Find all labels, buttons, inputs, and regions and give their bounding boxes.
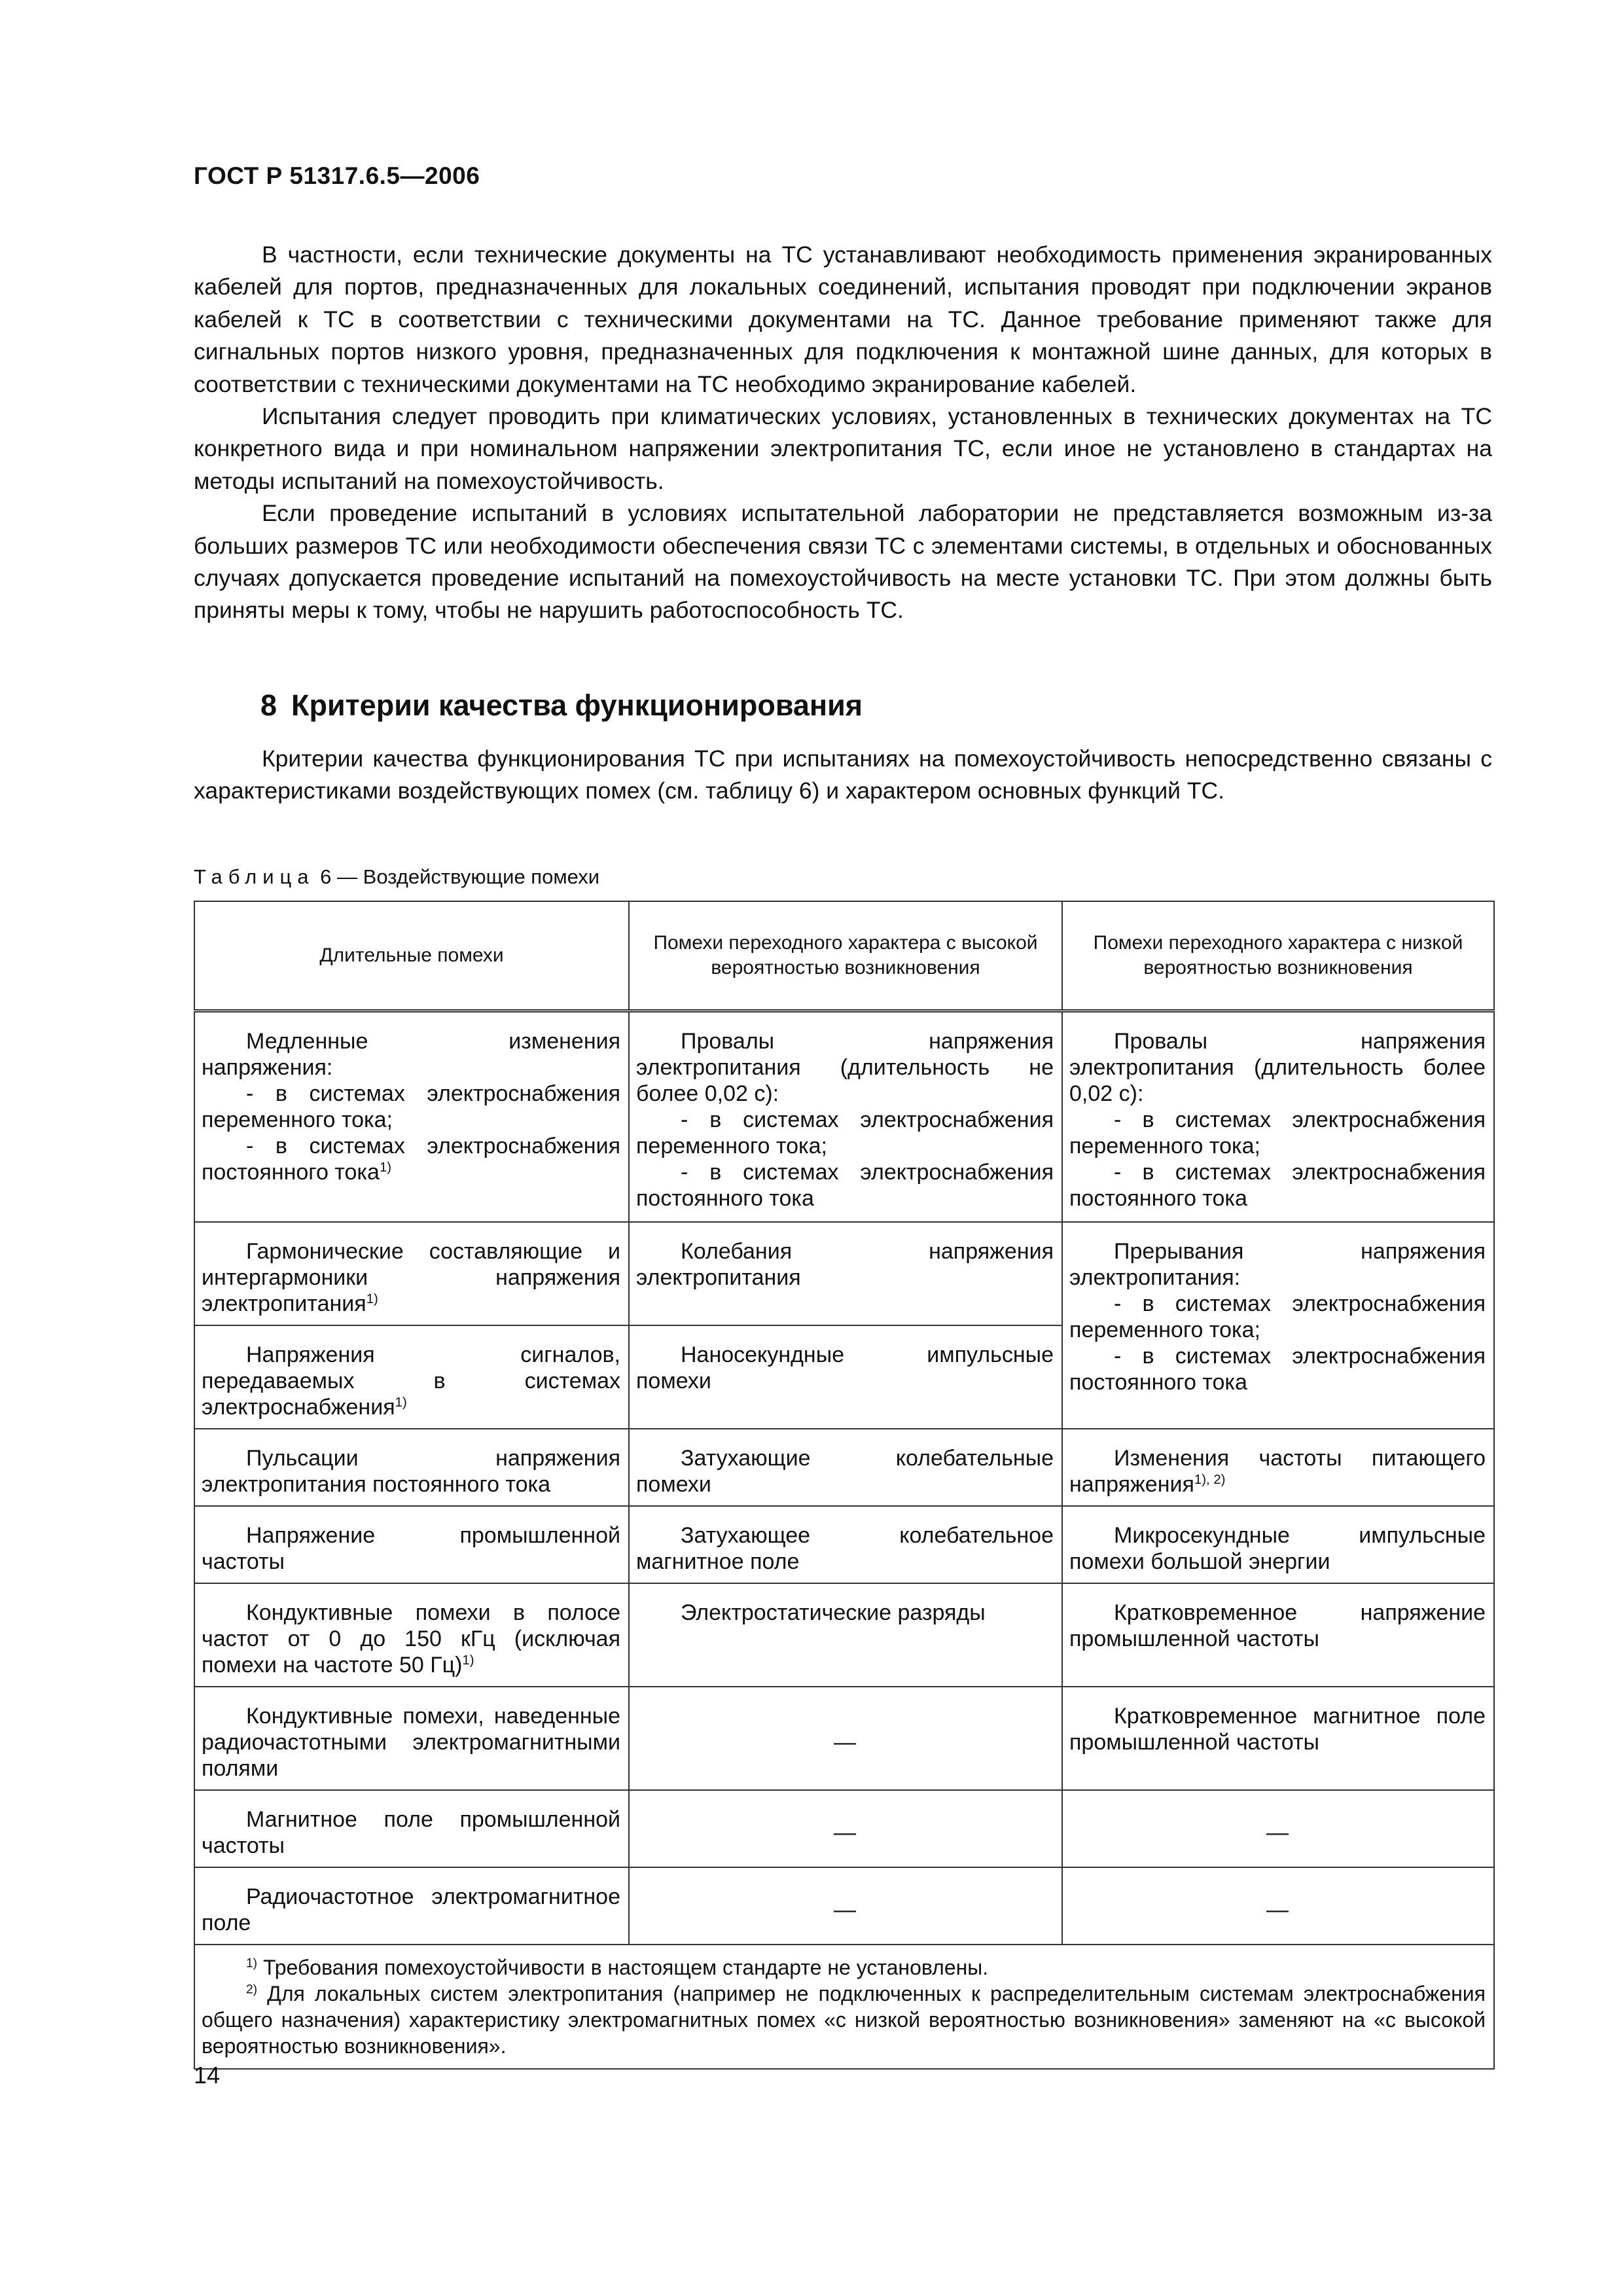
table-row: [194, 1687, 1494, 1790]
table-cell-dash: —: [629, 1687, 1062, 1790]
table-cell: [629, 1325, 1062, 1429]
table-cell-dash: —: [629, 1790, 1062, 1867]
table-cell: [194, 1790, 629, 1867]
cell-line: Электростатические разряды: [681, 1600, 986, 1625]
table-cell: [629, 1429, 1062, 1506]
column-header: Длительные помехи: [194, 901, 629, 1011]
section-body: [194, 743, 1492, 808]
footnote-mark: 1), 2): [1194, 1472, 1226, 1487]
table-row: [194, 1011, 1494, 1222]
table-cell: [1062, 1011, 1494, 1222]
table-cell: [194, 1325, 629, 1429]
footnote-mark: 1): [379, 1160, 392, 1175]
table-cell: [1062, 1687, 1494, 1790]
cell-line: - в системах электроснабжения постоянного тока: [1069, 1343, 1486, 1395]
section-heading: [260, 689, 863, 723]
table-cell: [194, 1011, 629, 1222]
table-cell: [629, 1222, 1062, 1325]
cell-line: [202, 1342, 620, 1420]
table-row: [194, 1867, 1494, 1945]
table-cell: [194, 1583, 629, 1687]
cell-line: Колебания напряжения электропитания: [636, 1238, 1054, 1290]
cell-line: [1069, 1445, 1486, 1498]
cell-line: Радиочастотное электромагнитное поле: [202, 1884, 620, 1935]
section-number: 8: [260, 689, 277, 722]
table-row: [194, 1222, 1494, 1325]
cell-line: - в системах электроснабжения постоянного тока: [1069, 1160, 1486, 1211]
table-row: [194, 1429, 1494, 1506]
table-cell: [629, 1011, 1062, 1222]
table-cell: [194, 1687, 629, 1790]
cell-line: Кратковременное напряжение промышленной частоты: [1069, 1600, 1486, 1651]
table-cell: [1062, 1506, 1494, 1583]
table-cell-dash: —: [1062, 1867, 1494, 1945]
paragraph: Испытания следует проводить при климатических условиях, установленных в технических документах на ТС конкретного вида и при номинальном напряжении электропитания ТС, если иное не установлено в стандартах на методы испытаний на помехоустойчивость.: [194, 403, 1492, 494]
cell-line: Медленные изменения напряжения:: [202, 1029, 620, 1080]
cell-line: Кратковременное магнитное поле промышленной частоты: [1069, 1703, 1486, 1755]
table-notes: [194, 1945, 1494, 2069]
table-header-row: [194, 901, 1494, 1011]
cell-line: Кондуктивные помехи, наведенные радиочастотными электромагнитными полями: [202, 1703, 620, 1781]
section-title: Критерии качества функционирования: [291, 689, 863, 722]
cell-line: Наносекундные импульсные помехи: [636, 1342, 1054, 1393]
cell-line: - в системах электроснабжения переменного тока;: [202, 1081, 620, 1132]
cell-line: Провалы напряжения электропитания (длительность не более 0,02 с):: [636, 1029, 1054, 1106]
cell-line: [202, 1133, 620, 1185]
cell-line: - в системах электроснабжения переменного тока;: [1069, 1107, 1486, 1158]
footnote-mark: 1): [246, 1956, 258, 1970]
cell-line: Затухающие колебательные помехи: [636, 1445, 1054, 1497]
table-row: [194, 1790, 1494, 1867]
table-cell: [194, 1429, 629, 1506]
document-header: ГОСТ Р 51317.6.5—2006: [194, 162, 480, 189]
table-cell: [194, 1867, 629, 1945]
cell-line: [202, 1238, 620, 1317]
footnote-mark: 1): [366, 1291, 378, 1306]
table-cell-dash: —: [1062, 1790, 1494, 1867]
footnote-mark: 1): [395, 1395, 407, 1410]
page-number: 14: [194, 2062, 221, 2089]
cell-line: Затухающее колебательное магнитное поле: [636, 1522, 1054, 1574]
table-caption: [194, 865, 599, 889]
table-row: [194, 1506, 1494, 1583]
table-cell: [194, 1506, 629, 1583]
table-row: [194, 1583, 1494, 1687]
footnote-mark: 1): [462, 1653, 474, 1668]
table-caption-text: 6 — Воздействующие помехи: [314, 865, 600, 888]
footnote-mark: 2): [246, 1982, 258, 1996]
paragraph: Если проведение испытаний в условиях испытательной лаборатории не представляется возможным из-за больших размеров ТС или необходимости обеспечения связи ТС с элементами системы, в отдельных и обоснованных случаях допускается проведение испытаний на помехоустойчивость на месте установки ТС. При этом должны быть приняты меры к тому, чтобы не нарушить работоспособность ТС.: [194, 500, 1492, 624]
body-text: [194, 239, 1492, 627]
cell-line: - в системах электроснабжения постоянного тока: [636, 1160, 1054, 1211]
table-note: [202, 1954, 1486, 1981]
paragraph: В частности, если технические документы на ТС устанавливают необходимость применения экранированных кабелей для портов, предназначенных для локальных соединений, испытания проводят при подключении экранов кабелей к ТС в соответствии с техническими документами на ТС. Данное требование применяют также для сигнальных портов низкого уровня, предназначенных для подключения к монтажной шине данных, для которых в соответствии с техническими документами на ТС необходимо экранирование кабелей.: [194, 242, 1492, 397]
cell-line: - в системах электроснабжения переменного тока;: [636, 1107, 1054, 1158]
table-cell: [1062, 1429, 1494, 1506]
table-cell: [194, 1222, 629, 1325]
column-header: Помехи переходного характера с высокой вероятностью возникновения: [629, 901, 1062, 1011]
cell-line: Микросекундные импульсные помехи большой энергии: [1069, 1522, 1486, 1574]
cell-text: - в системах электроснабжения постоянного тока: [202, 1134, 620, 1185]
note-text: Требования помехоустойчивости в настоящем стандарте не установлены.: [257, 1955, 989, 1979]
cell-line: Прерывания напряжения электропитания:: [1069, 1238, 1486, 1290]
table-cell: [629, 1506, 1062, 1583]
interference-table: [194, 901, 1495, 2070]
cell-text: Гармонические составляющие и интергармоники напряжения электропитания: [202, 1238, 620, 1316]
column-header: Помехи переходного характера с низкой вероятностью возникновения: [1062, 901, 1494, 1011]
cell-text: Кондуктивные помехи в полосе частот от 0 до 150 кГц (исключая помехи на частоте 50 Гц): [202, 1600, 620, 1677]
cell-line: [202, 1600, 620, 1678]
paragraph: Критерии качества функционирования ТС при испытаниях на помехоустойчивость непосредственно связаны с характеристиками воздействующих помех (см. таблицу 6) и характером основных функций ТС.: [194, 745, 1492, 804]
cell-line: Пульсации напряжения электропитания постоянного тока: [202, 1445, 620, 1497]
table-cell: [629, 1583, 1062, 1687]
cell-text: Напряжения сигналов, передаваемых в системах электроснабжения: [202, 1342, 620, 1420]
table-cell-dash: —: [629, 1867, 1062, 1945]
table-caption-label: Таблица: [194, 865, 315, 888]
cell-line: Провалы напряжения электропитания (длительность более 0,02 с):: [1069, 1029, 1486, 1106]
cell-line: Магнитное поле промышленной частоты: [202, 1806, 620, 1858]
cell-line: Напряжение промышленной частоты: [202, 1522, 620, 1574]
table-note: [202, 1981, 1486, 2059]
note-text: Для локальных систем электропитания (например не подключенных к распределительным системам электроснабжения общего назначения) характеристику электромагнитных помех «с низкой вероятностью возникновения» заменяют на «с высокой вероятностью возникновения».: [202, 1981, 1486, 2058]
cell-text: Изменения частоты питающего напряжения: [1069, 1445, 1486, 1497]
table-notes-row: [194, 1945, 1494, 2069]
cell-line: - в системах электроснабжения переменного тока;: [1069, 1291, 1486, 1342]
table-cell: [1062, 1583, 1494, 1687]
document-page: [194, 0, 1492, 2296]
table-cell: [1062, 1222, 1494, 1429]
